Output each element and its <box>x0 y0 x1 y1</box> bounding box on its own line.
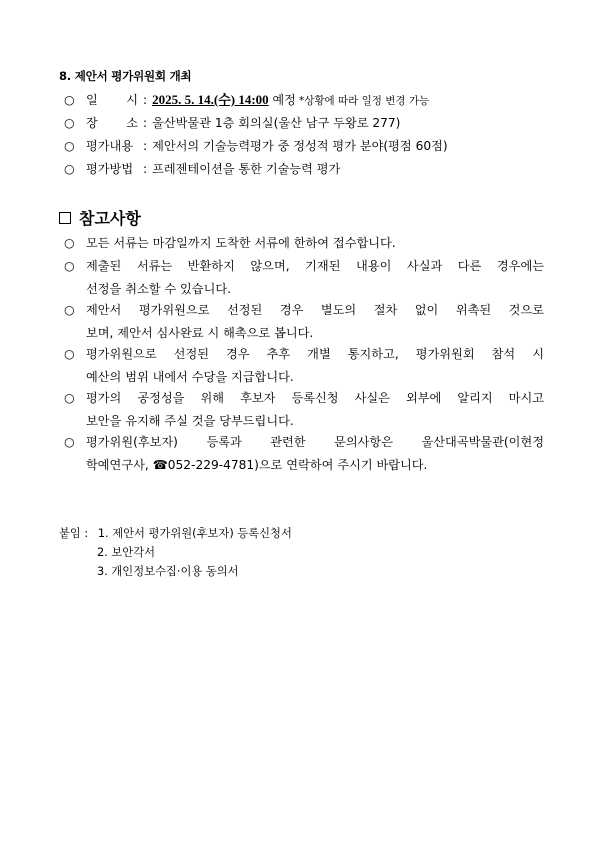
checkbox-square-icon <box>59 212 71 224</box>
eval-method-label: 평가방법 <box>86 162 134 176</box>
reference-line: 제출된 서류는 반환하지 않으며, 기재된 내용이 사실과 다른 경우에는 <box>86 259 544 273</box>
schedule-row: ○ 일 시 : 2025. 5. 14.(수) 14:00 예정 *상황에 따라 일정 변경 가능 <box>64 92 430 107</box>
attachment-item: 2. 보안각서 <box>97 546 156 559</box>
reference-line: 학예연구사, ☎052-229-4781)으로 연락하여 주시기 바랍니다. <box>86 457 428 472</box>
reference-line: 모든 서류는 마감일까지 도착한 서류에 한하여 접수합니다. <box>86 236 396 250</box>
schedule-date: 2025. 5. 14.(수) 14:00 <box>152 92 269 107</box>
section-title: 8. 제안서 평가위원회 개최 <box>59 69 192 83</box>
attachments-row <box>59 524 292 543</box>
eval-content-row: ○ 평가내용 : 제안서의 기술능력평가 중 정성적 평가 분야(평점 60점) <box>64 139 448 153</box>
reference-item <box>64 255 544 300</box>
eval-content-label: 평가내용 <box>86 139 134 153</box>
venue-value: 울산박물관 1층 회의실(울산 남구 두왕로 277) <box>152 116 401 130</box>
reference-line: 선정을 취소할 수 있습니다. <box>86 281 232 296</box>
eval-method-value: 프레젠테이션을 통한 기술능력 평가 <box>152 162 341 176</box>
reference-line: 보안을 유지해 주실 것을 당부드립니다. <box>86 413 294 428</box>
bullet: ○ <box>64 162 75 176</box>
reference-line: 평가위원(후보자) 등록과 관련한 문의사항은 울산대곡박물관(이현정 <box>86 435 544 449</box>
eval-content-value: 제안서의 기술능력평가 중 정성적 평가 분야(평점 60점) <box>152 139 448 153</box>
reference-item <box>64 431 544 476</box>
bullet: ○ <box>64 93 75 107</box>
schedule-label: 일 시 <box>86 93 138 107</box>
bullet: ○ <box>64 347 75 361</box>
reference-line: 보며, 제안서 심사완료 시 해촉으로 봅니다. <box>86 325 314 340</box>
attachment-item: 3. 개인정보수집·이용 동의서 <box>97 565 239 578</box>
bullet: ○ <box>64 116 75 130</box>
venue-row: ○ 장 소 : 울산박물관 1층 회의실(울산 남구 두왕로 277) <box>64 116 401 130</box>
references-heading <box>59 206 141 229</box>
reference-line: 평가위원으로 선정된 경우 추후 개별 통지하고, 평가위원회 참석 시 <box>86 347 544 361</box>
references-title: 참고사항 <box>79 209 141 228</box>
schedule-note: *상황에 따라 일정 변경 가능 <box>295 95 430 107</box>
reference-item <box>64 232 544 255</box>
bullet: ○ <box>64 236 75 250</box>
bullet: ○ <box>64 139 75 153</box>
bullet: ○ <box>64 435 75 449</box>
schedule-status: 예정 <box>268 93 296 107</box>
eval-method-row: ○ 평가방법 : 프레젠테이션을 통한 기술능력 평가 <box>64 162 341 176</box>
reference-item <box>64 343 544 388</box>
reference-line: 제안서 평가위원으로 선정된 경우 별도의 절차 없이 위촉된 것으로 <box>86 303 544 317</box>
attachments-prefix: 붙임 : <box>59 527 89 540</box>
attachment-item: 1. 제안서 평가위원(후보자) 등록신청서 <box>97 527 292 540</box>
reference-line: 평가의 공정성을 위해 후보자 등록신청 사실은 외부에 알리지 마시고 <box>86 391 544 405</box>
venue-label: 장 소 <box>86 116 138 130</box>
reference-item <box>64 299 544 344</box>
bullet: ○ <box>64 259 75 273</box>
reference-line: 예산의 범위 내에서 수당을 지급합니다. <box>86 369 294 384</box>
bullet: ○ <box>64 391 75 405</box>
bullet: ○ <box>64 303 75 317</box>
reference-item <box>64 387 544 432</box>
